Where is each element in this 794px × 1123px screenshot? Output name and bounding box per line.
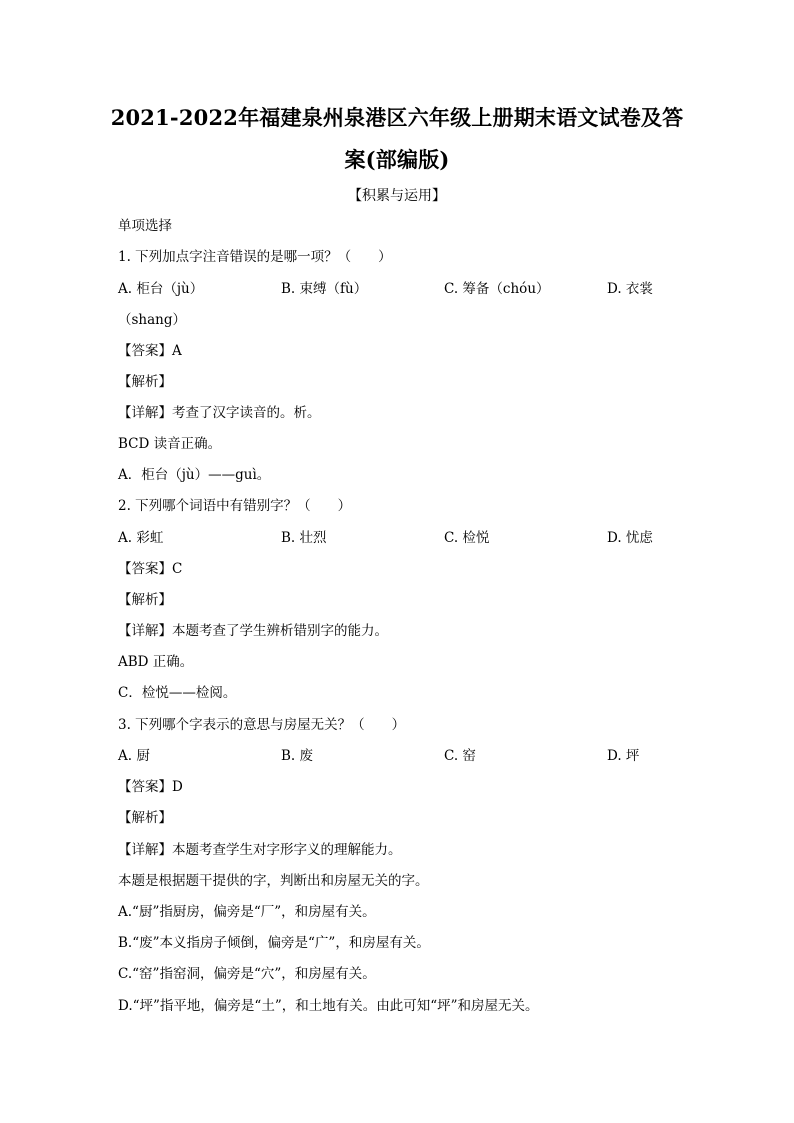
question-2-detail-1: 【详解】本题考查了学生辨析错别字的能力。 [118,623,388,639]
question-1-option-b: B. 束缚（fù） [281,281,368,297]
question-3-stem: 3. 下列哪个字表示的意思与房屋无关？（ ） [118,717,406,733]
question-3-option-c: C. 窑 [444,748,476,764]
question-3-detail-3: A.“厨”指厨房，偏旁是“厂”，和房屋有关。 [118,904,376,920]
question-3-option-b: B. 废 [281,748,314,764]
question-3-analysis-label: 【解析】 [118,810,172,826]
question-1-options [118,275,678,303]
question-3-option-d: D. 坪 [607,748,640,764]
question-1-detail-2: BCD 读音正确。 [118,436,222,452]
question-1-detail-3: A．柜台（jù）——guì。 [118,467,271,483]
question-2-detail-2: ABD 正确。 [118,654,194,670]
question-2-option-c: C. 检悦 [444,530,490,546]
question-1-option-overflow: （shang） [118,312,187,328]
question-3-detail-4: B.“废”本义指房子倾倒，偏旁是“广”，和房屋有关。 [118,935,430,951]
question-1-analysis-label: 【解析】 [118,374,172,390]
document-title-line-1: 2021-2022年福建泉州泉港区六年级上册期末语文试卷及答 [110,105,684,130]
question-3-option-a: A. 厨 [118,748,150,764]
question-2-answer: 【答案】C [118,561,183,577]
question-2-option-b: B. 壮烈 [281,530,327,546]
question-3-detail-2: 本题是根据题干提供的字，判断出和房屋无关的字。 [118,873,429,889]
document-title-line-2: 案(部编版) [344,147,450,172]
question-2-option-a: A. 彩虹 [118,530,164,546]
question-1-option-a: A. 柜台（jù） [118,281,204,297]
question-1-option-d: D. 衣裳 [607,281,653,297]
question-2-options [118,524,678,552]
question-2-option-d: D. 忧虑 [607,530,653,546]
question-2-detail-3: C．检悦——检阅。 [118,685,237,701]
question-2-analysis-label: 【解析】 [118,592,172,608]
question-1-answer: 【答案】A [118,343,182,359]
question-1-option-c: C. 筹备（chóu） [444,281,550,297]
section-heading: 【积累与运用】 [348,188,446,204]
question-1-stem: 1. 下列加点字注音错误的是哪一项？（ ） [118,249,392,265]
question-1-detail-1: 【详解】考查了汉字读音的。析。 [118,405,321,421]
question-2-stem: 2. 下列哪个词语中有错别字？（ ） [118,498,352,514]
question-3-detail-6: D.“坪”指平地，偏旁是“土”，和土地有关。由此可知“坪”和房屋无关。 [118,998,539,1014]
question-3-options [118,742,678,770]
question-3-detail-1: 【详解】本题考查学生对字形字义的理解能力。 [118,842,402,858]
question-3-answer: 【答案】D [118,779,183,795]
question-3-detail-5: C.“窑”指窑洞，偏旁是“穴”，和房屋有关。 [118,966,376,982]
subsection-label: 单项选择 [118,218,172,234]
